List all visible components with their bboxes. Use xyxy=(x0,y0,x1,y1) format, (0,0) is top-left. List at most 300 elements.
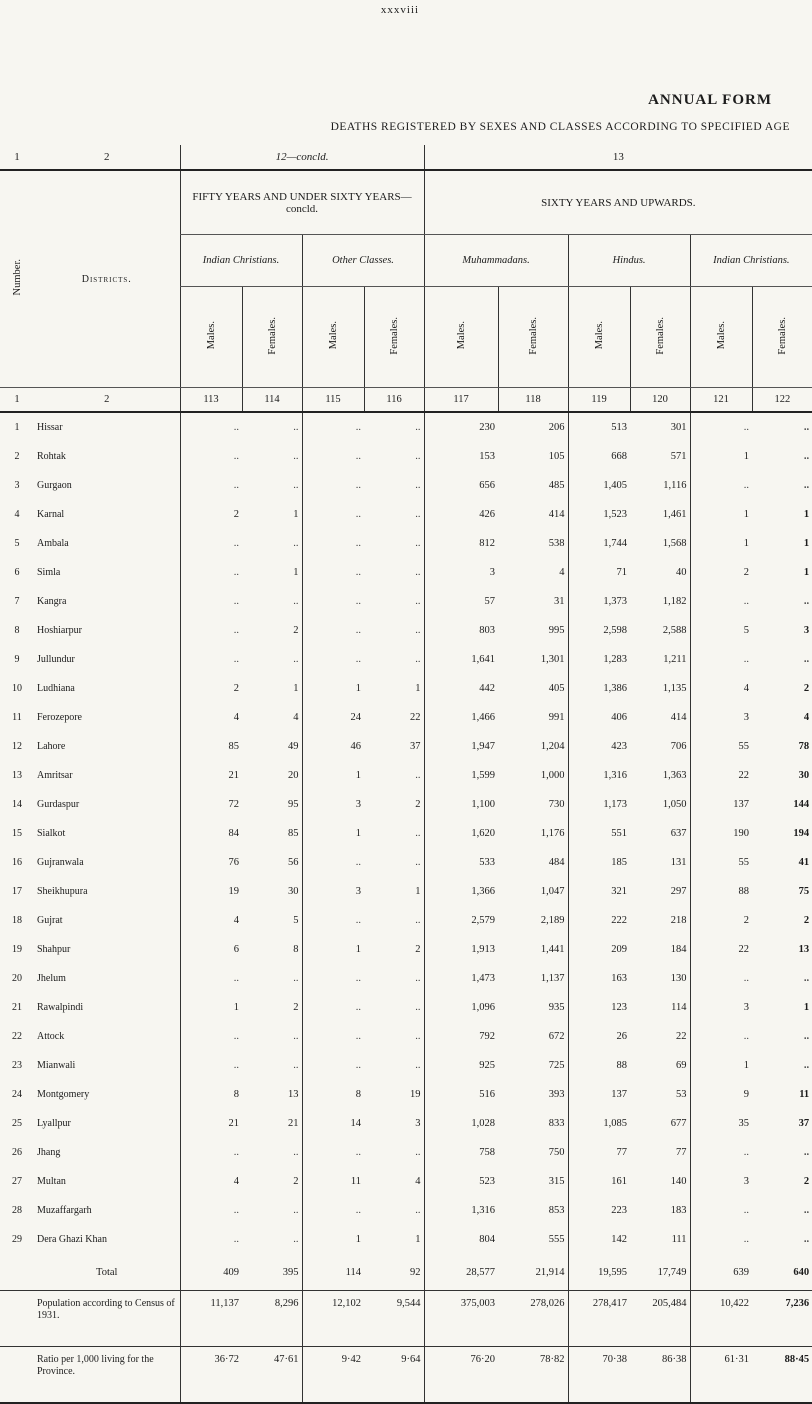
table-row xyxy=(0,964,812,993)
total-cell: 92 xyxy=(364,1254,424,1291)
table-cell: .. xyxy=(415,1031,421,1042)
row-number: 23 xyxy=(12,1060,22,1071)
table-row xyxy=(0,1196,812,1225)
table-cell: 88 xyxy=(568,1051,630,1080)
ratio-row xyxy=(0,1347,812,1404)
total-cell: 114 xyxy=(302,1254,364,1291)
row-number: 25 xyxy=(12,1118,22,1129)
population-row xyxy=(0,1291,812,1347)
district-name: Gujrat xyxy=(37,915,63,926)
table-cell: .. xyxy=(180,616,242,645)
row-number: 18 xyxy=(12,915,22,926)
table-cell: 1,620 xyxy=(424,819,498,848)
total-cell: 19,595 xyxy=(568,1254,630,1291)
row-number: 16 xyxy=(12,857,22,868)
table-cell: .. xyxy=(803,1234,810,1245)
table-cell: 4 xyxy=(803,712,810,723)
table-cell: 3 xyxy=(690,703,752,732)
table-cell: 3 xyxy=(415,1118,421,1129)
table-cell: 22 xyxy=(676,1031,687,1042)
ratio-cell: 86·38 xyxy=(662,1354,687,1365)
table-cell: 3 xyxy=(803,625,810,636)
total-cell: 395 xyxy=(242,1254,302,1291)
table-cell: .. xyxy=(180,587,242,616)
table-cell: 35 xyxy=(690,1109,752,1138)
row-number: 3 xyxy=(14,480,20,491)
table-cell: 55 xyxy=(690,848,752,877)
table-cell: 1 xyxy=(302,935,364,964)
district-name: Simla xyxy=(37,567,61,578)
table-cell: .. xyxy=(180,1225,242,1254)
population-cell: 8,296 xyxy=(242,1291,302,1347)
district-name: Muzaffargarh xyxy=(37,1205,92,1216)
table-row xyxy=(0,906,812,935)
row-number: 4 xyxy=(14,509,20,520)
table-cell: 4 xyxy=(415,1176,421,1187)
table-cell: 1,028 xyxy=(424,1109,498,1138)
table-cell: 230 xyxy=(424,412,498,442)
district-name: Shahpur xyxy=(37,944,71,955)
table-cell: 183 xyxy=(670,1205,687,1216)
district-name: Montgomery xyxy=(37,1089,90,1100)
table-cell: 20 xyxy=(288,770,299,781)
total-cell: 21,914 xyxy=(498,1254,568,1291)
table-cell: 1,599 xyxy=(424,761,498,790)
population-cell: 278,026 xyxy=(498,1291,568,1347)
table-cell: 2 xyxy=(180,500,242,529)
table-cell: 1 xyxy=(302,819,364,848)
table-cell: .. xyxy=(415,596,421,607)
table-cell: 1,116 xyxy=(663,480,687,491)
table-cell: 321 xyxy=(568,877,630,906)
row-number: 12 xyxy=(12,741,22,752)
table-cell: 1 xyxy=(415,683,421,694)
table-cell: .. xyxy=(803,451,810,462)
population-label: Population according to Census of 1931. xyxy=(34,1291,180,1347)
district-name: Jhang xyxy=(37,1147,61,1158)
table-cell: 1,301 xyxy=(540,654,565,665)
table-cell: 161 xyxy=(568,1167,630,1196)
population-cell: 205,484 xyxy=(630,1291,690,1347)
ratio-cell: 9·42 xyxy=(302,1347,364,1404)
ratio-cell: 76·20 xyxy=(424,1347,498,1404)
table-cell: 21 xyxy=(180,1109,242,1138)
class-other-classes: Other Classes. xyxy=(302,235,424,287)
table-cell: 1,135 xyxy=(662,683,687,694)
table-cell: 114 xyxy=(671,1002,687,1013)
table-cell: .. xyxy=(415,1002,421,1013)
table-cell: .. xyxy=(803,1205,810,1216)
females-header: Females. xyxy=(388,316,400,355)
table-cell: 84 xyxy=(180,819,242,848)
table-cell: .. xyxy=(302,471,364,500)
table-cell: 19 xyxy=(180,877,242,906)
table-cell: .. xyxy=(690,1138,752,1167)
table-cell: .. xyxy=(180,1051,242,1080)
table-cell: 21 xyxy=(180,761,242,790)
table-cell: 315 xyxy=(548,1176,565,1187)
table-cell: 77 xyxy=(676,1147,687,1158)
row-number: 9 xyxy=(14,654,20,665)
table-cell: 46 xyxy=(302,732,364,761)
row-number: 2 xyxy=(14,451,20,462)
table-cell: 1,176 xyxy=(540,828,565,839)
males-header: Males. xyxy=(205,321,217,350)
table-cell: .. xyxy=(803,1060,810,1071)
table-cell: .. xyxy=(302,587,364,616)
table-cell: 49 xyxy=(288,741,299,752)
district-name: Kangra xyxy=(37,596,67,607)
table-cell: 194 xyxy=(793,828,810,839)
table-cell: 53 xyxy=(676,1089,687,1100)
table-cell: 668 xyxy=(568,442,630,471)
table-cell: .. xyxy=(415,1147,421,1158)
table-cell: 1 xyxy=(180,993,242,1022)
table-cell: .. xyxy=(293,1205,299,1216)
table-cell: .. xyxy=(690,471,752,500)
table-cell: 995 xyxy=(548,625,565,636)
row-number: 10 xyxy=(12,683,22,694)
table-cell: 812 xyxy=(424,529,498,558)
table-cell: 1 xyxy=(415,1234,421,1245)
table-cell: 85 xyxy=(288,828,299,839)
table-cell: 24 xyxy=(302,703,364,732)
table-cell: 1,405 xyxy=(568,471,630,500)
table-cell: 297 xyxy=(670,886,687,897)
table-cell: 30 xyxy=(798,770,810,781)
column-index-row xyxy=(0,388,812,413)
district-name: Jhelum xyxy=(37,973,66,984)
table-cell: 1,182 xyxy=(662,596,687,607)
table-cell: 2 xyxy=(690,906,752,935)
table-cell: 130 xyxy=(670,973,687,984)
table-cell: 22 xyxy=(690,761,752,790)
table-cell: 4 xyxy=(180,1167,242,1196)
table-cell: .. xyxy=(415,857,421,868)
table-cell: 423 xyxy=(568,732,630,761)
table-cell: 137 xyxy=(690,790,752,819)
total-cell: 17,749 xyxy=(630,1254,690,1291)
table-cell: 131 xyxy=(670,857,687,868)
table-cell: 1,386 xyxy=(568,674,630,703)
table-cell: .. xyxy=(302,412,364,442)
table-cell: 1,913 xyxy=(424,935,498,964)
table-row xyxy=(0,587,812,616)
row-number: 7 xyxy=(14,596,20,607)
table-cell: 725 xyxy=(548,1060,565,1071)
table-row xyxy=(0,645,812,674)
table-cell: 405 xyxy=(548,683,565,694)
table-cell: .. xyxy=(415,770,421,781)
table-cell: 991 xyxy=(548,712,565,723)
district-name: Karnal xyxy=(37,509,65,520)
table-row xyxy=(0,1051,812,1080)
col-number-1: 1 xyxy=(0,145,34,170)
table-cell: .. xyxy=(415,1205,421,1216)
table-cell: 3 xyxy=(302,877,364,906)
table-cell: 4 xyxy=(180,703,242,732)
table-cell: 1,641 xyxy=(424,645,498,674)
table-cell: 1 xyxy=(803,567,810,578)
table-row xyxy=(0,877,812,906)
table-cell: 1,137 xyxy=(540,973,565,984)
district-name: Lahore xyxy=(37,741,66,752)
total-cell: 639 xyxy=(690,1254,752,1291)
table-cell: 153 xyxy=(424,442,498,471)
table-row xyxy=(0,1138,812,1167)
table-cell: 11 xyxy=(799,1089,810,1100)
table-cell: 69 xyxy=(676,1060,687,1071)
row-number: 24 xyxy=(12,1089,22,1100)
total-label: Total xyxy=(34,1254,180,1291)
table-cell: 11 xyxy=(302,1167,364,1196)
table-cell: 2 xyxy=(803,683,810,694)
table-cell: 414 xyxy=(670,712,687,723)
table-cell: .. xyxy=(415,828,421,839)
table-cell: 513 xyxy=(568,412,630,442)
total-row xyxy=(0,1254,812,1291)
table-cell: 75 xyxy=(798,886,810,897)
table-row xyxy=(0,442,812,471)
table-cell: .. xyxy=(415,509,421,520)
table-cell: 1,523 xyxy=(568,500,630,529)
row-number: 27 xyxy=(12,1176,22,1187)
row-number: 17 xyxy=(12,886,22,897)
males-header: Males. xyxy=(455,321,467,350)
column-index: 121 xyxy=(690,388,752,413)
table-cell: 31 xyxy=(554,596,565,607)
table-cell: 4 xyxy=(293,712,299,723)
table-cell: .. xyxy=(415,451,421,462)
table-row xyxy=(0,1167,812,1196)
table-cell: 19 xyxy=(410,1089,421,1100)
population-cell: 9,544 xyxy=(364,1291,424,1347)
table-cell: 13 xyxy=(798,944,810,955)
table-cell: .. xyxy=(180,1138,242,1167)
table-cell: 223 xyxy=(568,1196,630,1225)
table-cell: .. xyxy=(293,480,299,491)
district-name: Dera Ghazi Khan xyxy=(37,1234,107,1245)
table-cell: 1,366 xyxy=(424,877,498,906)
table-cell: 730 xyxy=(548,799,565,810)
district-name: Gurgaon xyxy=(37,480,72,491)
column-index: 117 xyxy=(424,388,498,413)
table-row xyxy=(0,848,812,877)
population-cell: 12,102 xyxy=(302,1291,364,1347)
district-name: Hoshiarpur xyxy=(37,625,82,636)
table-cell: 2 xyxy=(180,674,242,703)
table-cell: 1 xyxy=(690,442,752,471)
table-cell: 77 xyxy=(568,1138,630,1167)
table-cell: 2 xyxy=(690,558,752,587)
males-header: Males. xyxy=(715,321,727,350)
table-cell: 1,085 xyxy=(568,1109,630,1138)
table-cell: 1,947 xyxy=(424,732,498,761)
table-cell: .. xyxy=(415,567,421,578)
district-name: Rawalpindi xyxy=(37,1002,84,1013)
population-cell: 10,422 xyxy=(690,1291,752,1347)
table-cell: 1,096 xyxy=(424,993,498,1022)
females-header: Females. xyxy=(776,316,788,355)
table-cell: 5 xyxy=(690,616,752,645)
table-cell: 55 xyxy=(690,732,752,761)
row-number: 20 xyxy=(12,973,22,984)
table-cell: .. xyxy=(415,422,421,433)
table-cell: 677 xyxy=(670,1118,687,1129)
table-cell: 56 xyxy=(288,857,299,868)
row-number: 21 xyxy=(12,1002,22,1013)
col-number-13: 13 xyxy=(424,145,812,170)
table-cell: .. xyxy=(415,538,421,549)
table-cell: 1 xyxy=(415,886,421,897)
table-cell: 1,211 xyxy=(663,654,687,665)
table-cell: .. xyxy=(690,964,752,993)
table-cell: .. xyxy=(302,645,364,674)
ratio-label: Ratio per 1,000 living for the Province. xyxy=(37,1354,154,1377)
table-cell: 163 xyxy=(568,964,630,993)
table-cell: 2,588 xyxy=(662,625,687,636)
table-cell: .. xyxy=(302,1138,364,1167)
table-cell: 3 xyxy=(302,790,364,819)
table-cell: 750 xyxy=(548,1147,565,1158)
table-cell: 2 xyxy=(293,1176,299,1187)
table-cell: 1 xyxy=(293,567,299,578)
table-cell: 41 xyxy=(798,857,810,868)
table-cell: .. xyxy=(803,422,810,433)
table-cell: 637 xyxy=(670,828,687,839)
table-cell: .. xyxy=(293,422,299,433)
column-index: 115 xyxy=(302,388,364,413)
district-name: Hissar xyxy=(37,422,63,433)
females-header: Females. xyxy=(527,316,539,355)
row-number: 8 xyxy=(14,625,20,636)
table-cell: 144 xyxy=(793,799,810,810)
table-cell: .. xyxy=(180,645,242,674)
table-cell: 3 xyxy=(690,1167,752,1196)
table-cell: .. xyxy=(803,654,810,665)
page-number: xxxviii xyxy=(380,4,420,16)
column-index: 1 xyxy=(0,388,34,413)
districts-label: Districts. xyxy=(34,170,180,388)
table-cell: .. xyxy=(415,480,421,491)
population-cell: 11,137 xyxy=(180,1291,242,1347)
table-cell: .. xyxy=(302,500,364,529)
table-cell: 13 xyxy=(288,1089,299,1100)
table-row xyxy=(0,993,812,1022)
table-cell: 185 xyxy=(568,848,630,877)
table-cell: .. xyxy=(293,1031,299,1042)
table-cell: 21 xyxy=(288,1118,299,1129)
row-number: 22 xyxy=(12,1031,22,1042)
table-row xyxy=(0,500,812,529)
ratio-cell: 88·45 xyxy=(784,1354,810,1365)
table-cell: 95 xyxy=(288,799,299,810)
table-cell: 1,466 xyxy=(424,703,498,732)
table-cell: 6 xyxy=(180,935,242,964)
table-cell: 206 xyxy=(548,422,565,433)
district-name: Attock xyxy=(37,1031,65,1042)
table-cell: .. xyxy=(302,529,364,558)
table-cell: 22 xyxy=(690,935,752,964)
total-cell: 409 xyxy=(180,1254,242,1291)
table-cell: 142 xyxy=(568,1225,630,1254)
table-cell: .. xyxy=(803,973,810,984)
table-row xyxy=(0,412,812,442)
table-cell: .. xyxy=(293,538,299,549)
number-label: Number. xyxy=(11,259,23,296)
column-index: 118 xyxy=(498,388,568,413)
table-cell: 40 xyxy=(676,567,687,578)
table-cell: 88 xyxy=(690,877,752,906)
table-cell: .. xyxy=(690,1225,752,1254)
table-cell: 26 xyxy=(568,1022,630,1051)
table-cell: 9 xyxy=(690,1080,752,1109)
table-cell: .. xyxy=(415,1060,421,1071)
table-cell: 1,316 xyxy=(568,761,630,790)
table-row xyxy=(0,790,812,819)
table-cell: 30 xyxy=(288,886,299,897)
table-cell: 2 xyxy=(803,1176,810,1187)
group-fifty-sixty: FIFTY YEARS AND UNDER SIXTY YEARS—concld. xyxy=(180,170,424,235)
table-cell: 1,100 xyxy=(424,790,498,819)
table-cell: 184 xyxy=(670,944,687,955)
table-cell: .. xyxy=(415,915,421,926)
table-cell: 484 xyxy=(548,857,565,868)
table-cell: .. xyxy=(690,1196,752,1225)
table-cell: 1 xyxy=(293,509,299,520)
row-number: 19 xyxy=(12,944,22,955)
males-header: Males. xyxy=(327,321,339,350)
column-index: 2 xyxy=(34,388,180,413)
table-subtitle: DEATHS REGISTERED BY SEXES AND CLASSES ACCORDING TO SPECIFIED AGE xyxy=(330,121,790,133)
table-cell: .. xyxy=(415,654,421,665)
district-name: Ambala xyxy=(37,538,69,549)
table-row xyxy=(0,1109,812,1138)
district-name: Multan xyxy=(37,1176,66,1187)
table-cell: 1 xyxy=(690,1051,752,1080)
table-cell: .. xyxy=(293,451,299,462)
table-cell: .. xyxy=(180,964,242,993)
table-cell: 2 xyxy=(803,915,810,926)
column-index: 122 xyxy=(752,388,812,413)
ratio-cell: 9·64 xyxy=(401,1354,421,1365)
table-cell: 1 xyxy=(803,509,810,520)
table-row xyxy=(0,761,812,790)
table-cell: 555 xyxy=(548,1234,565,1245)
table-cell: .. xyxy=(180,1196,242,1225)
males-header: Males. xyxy=(593,321,605,350)
ratio-cell: 78·82 xyxy=(540,1354,565,1365)
row-number: 5 xyxy=(14,538,20,549)
table-cell: .. xyxy=(690,645,752,674)
table-cell: 1,047 xyxy=(540,886,565,897)
table-cell: 22 xyxy=(410,712,421,723)
females-header: Females. xyxy=(654,316,666,355)
age-group-row xyxy=(0,170,812,235)
table-cell: 2 xyxy=(293,625,299,636)
table-cell: 1,316 xyxy=(424,1196,498,1225)
table-cell: 803 xyxy=(424,616,498,645)
table-cell: .. xyxy=(302,442,364,471)
table-cell: 8 xyxy=(302,1080,364,1109)
table-cell: .. xyxy=(803,596,810,607)
table-cell: 1 xyxy=(803,538,810,549)
table-cell: .. xyxy=(293,596,299,607)
table-cell: 516 xyxy=(424,1080,498,1109)
table-cell: 3 xyxy=(424,558,498,587)
class-hindus: Hindus. xyxy=(568,235,690,287)
table-cell: 1 xyxy=(302,1225,364,1254)
